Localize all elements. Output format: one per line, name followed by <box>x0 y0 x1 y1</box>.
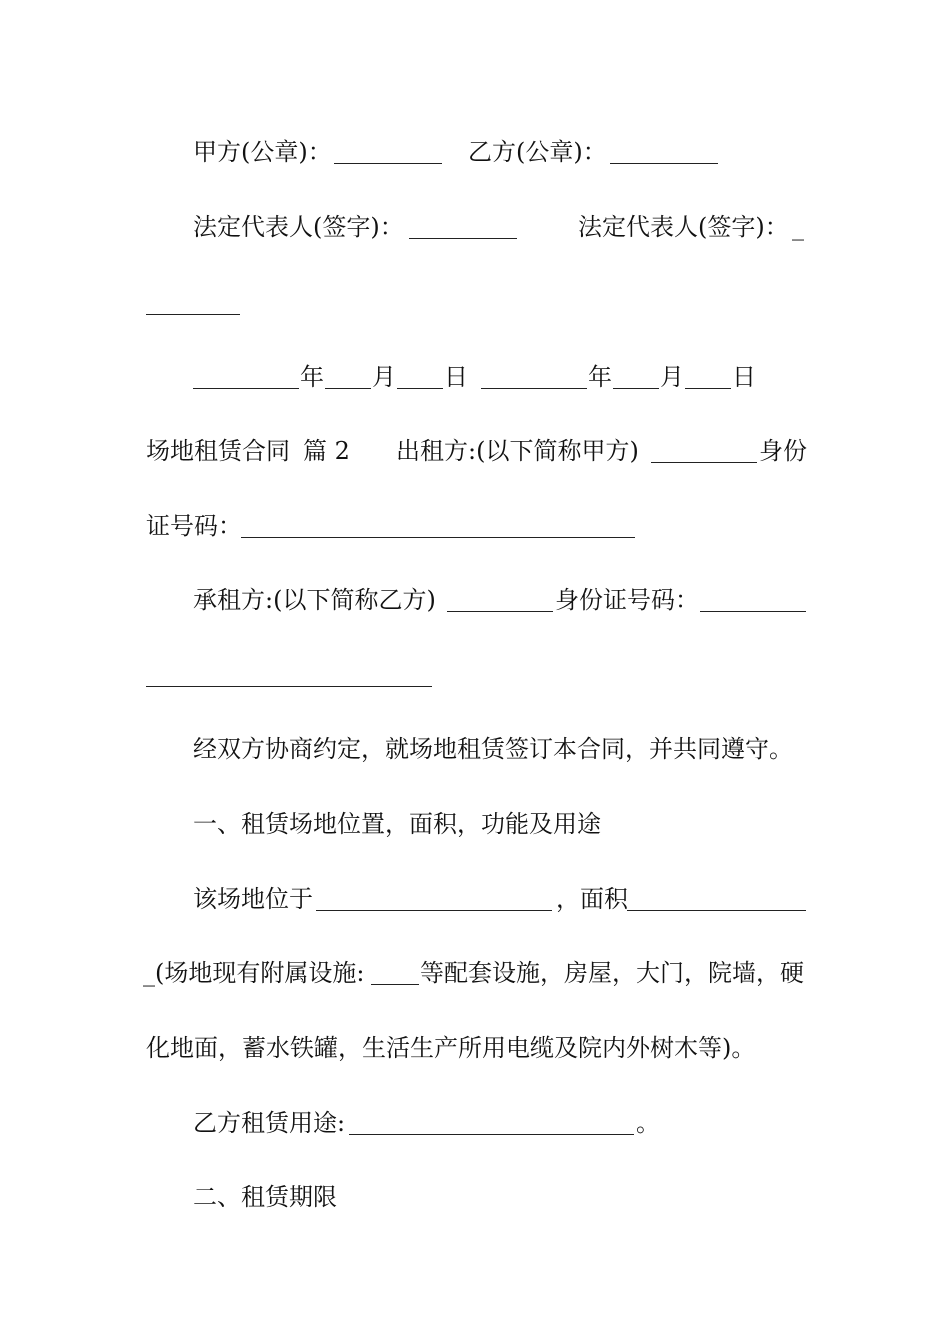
section1-heading: 一、租赁场地位置，面积，功能及用途 <box>193 810 601 838</box>
date-a-month-label: 月 <box>372 363 396 391</box>
legal-rep-b-blank[interactable] <box>146 314 240 315</box>
location-label: 该场地位于 <box>193 885 313 913</box>
date-b-day-label: 日 <box>732 363 756 391</box>
lessee-label: 承租方:(以下简称乙方) <box>193 586 436 614</box>
contract-title: 场地租赁合同 <box>146 437 290 465</box>
usage-end: 。 <box>636 1109 660 1137</box>
lessee-id-blank-2[interactable] <box>146 686 432 687</box>
usage-blank[interactable] <box>349 1134 634 1135</box>
lessor-id-blank[interactable] <box>241 537 635 538</box>
lessee-line <box>0 580 950 620</box>
lessee-name-blank[interactable] <box>447 611 553 612</box>
date-b-year-blank[interactable] <box>481 388 587 389</box>
usage-line <box>0 1103 950 1143</box>
facilities-text-start: _(场地现有附属设施: <box>143 959 365 987</box>
location-line <box>0 879 950 919</box>
facilities-line-2 <box>0 1028 950 1068</box>
section2-heading: 二、租赁期限 <box>193 1183 337 1211</box>
usage-label: 乙方租赁用途: <box>193 1109 346 1137</box>
date-a-year-label: 年 <box>300 363 324 391</box>
date-a-month-blank[interactable] <box>325 388 371 389</box>
date-b-month-blank[interactable] <box>613 388 659 389</box>
section2-line <box>0 1177 950 1217</box>
legal-rep-wrap-line <box>0 283 950 323</box>
party-b-seal-label: 乙方(公章)： <box>468 138 607 166</box>
legal-rep-b-underscore: _ <box>792 213 804 241</box>
legal-rep-line <box>0 207 950 247</box>
party-b-seal-blank[interactable] <box>610 163 718 164</box>
contract-part: 篇 2 <box>303 437 350 465</box>
lessor-name-blank[interactable] <box>651 462 757 463</box>
party-a-seal-blank[interactable] <box>334 163 442 164</box>
date-a-day-blank[interactable] <box>397 388 443 389</box>
lessor-id-label-start: 身份 <box>759 437 807 465</box>
date-b-day-blank[interactable] <box>685 388 731 389</box>
date-b-year-label: 年 <box>588 363 612 391</box>
facilities-blank[interactable] <box>371 984 419 985</box>
lessor-id-label-end: 证号码： <box>146 512 242 540</box>
date-b-month-label: 月 <box>660 363 684 391</box>
legal-rep-b-label: 法定代表人(签字)： <box>578 213 789 241</box>
lessor-id-line <box>0 506 950 546</box>
legal-rep-a-label: 法定代表人(签字)： <box>193 213 404 241</box>
area-blank[interactable] <box>627 910 806 911</box>
facilities-text-cont: 化地面，蓄水铁罐，生活生产所用电缆及院内外树木等)。 <box>146 1034 756 1062</box>
location-blank[interactable] <box>316 910 552 911</box>
legal-rep-a-blank[interactable] <box>409 238 517 239</box>
date-line <box>0 357 950 397</box>
lessee-id-blank-1[interactable] <box>700 611 806 612</box>
party-a-seal-label: 甲方(公章)： <box>193 138 332 166</box>
facilities-text-end: 等配套设施，房屋，大门，院墙，硬 <box>420 959 804 987</box>
seal-line <box>0 132 950 172</box>
date-a-year-blank[interactable] <box>193 388 299 389</box>
lessee-id-label: 身份证号码： <box>555 586 699 614</box>
lessor-label: 出租方:(以下简称甲方) <box>396 437 639 465</box>
facilities-line-1 <box>0 953 950 993</box>
intro-text: 经双方协商约定，就场地租赁签订本合同，并共同遵守。 <box>193 735 793 763</box>
section1-line <box>0 804 950 844</box>
date-a-day-label: 日 <box>444 363 468 391</box>
area-label: ，面积 <box>556 885 628 913</box>
lessee-id-wrap-line <box>0 655 950 695</box>
intro-line <box>0 729 950 769</box>
title-line <box>0 431 950 471</box>
